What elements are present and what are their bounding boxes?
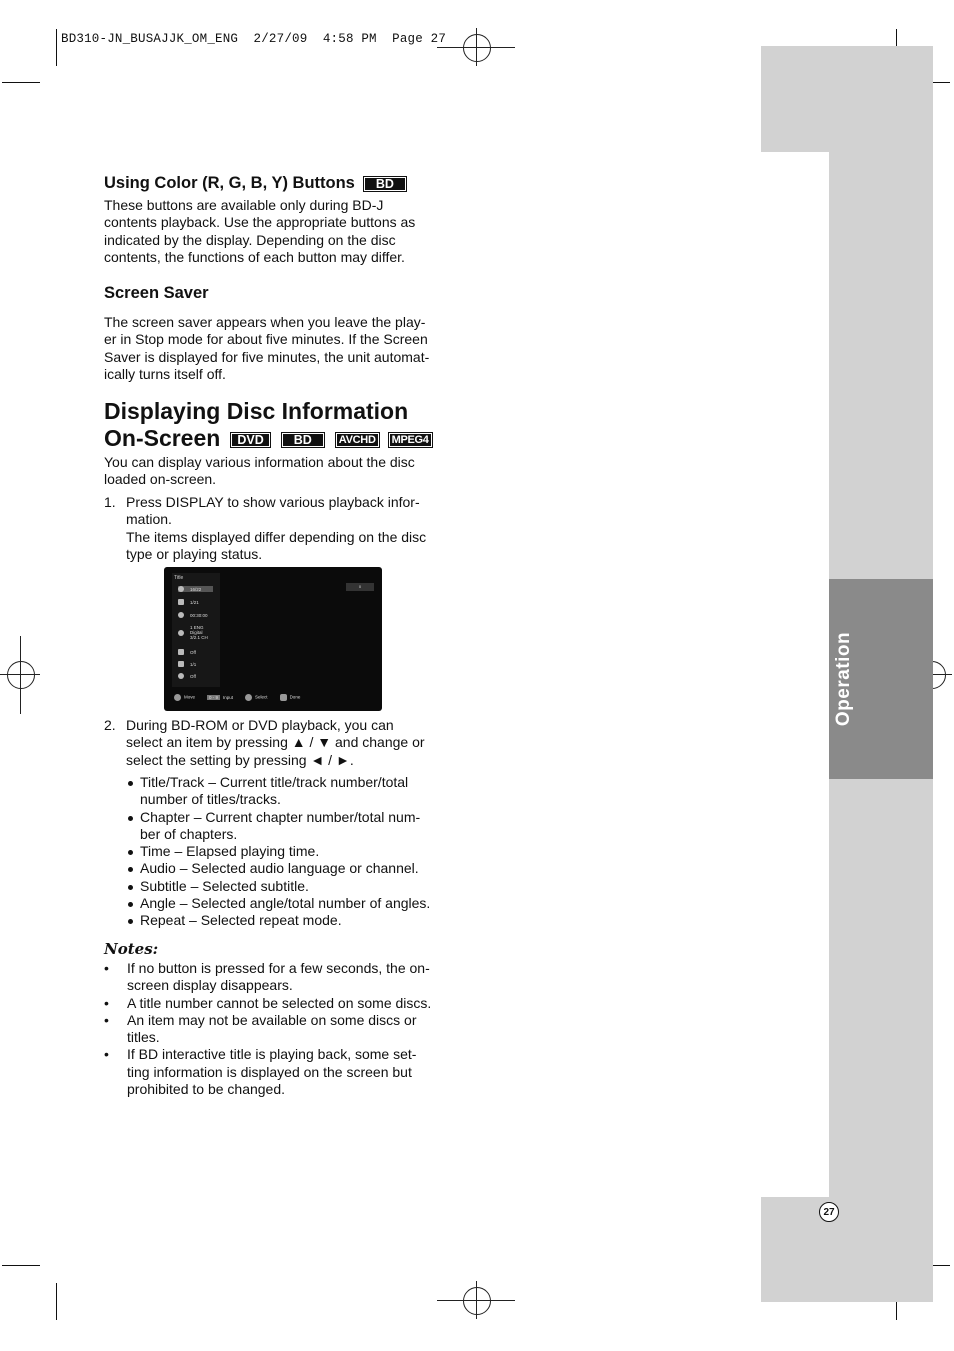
list-item: • If no button is pressed for a few seconds, the on- screen display disappears.: [104, 960, 449, 995]
audio-icon: [178, 630, 184, 636]
margin-band-top: [761, 46, 933, 152]
disc-info-intro: You can display various information about the disc loaded on-screen.: [104, 454, 415, 488]
list-item: • An item may not be available on some discs or titles.: [104, 1012, 449, 1047]
color-buttons-heading: Using Color (R, G, B, Y) Buttons BD: [104, 174, 407, 193]
crop-mark: [56, 1283, 57, 1320]
disc-icon: [178, 586, 184, 592]
osd-row-angle: 1/1: [178, 661, 196, 667]
list-item: Subtitle – Selected subtitle.: [126, 878, 456, 895]
avchd-badge: AVCHD: [335, 432, 380, 448]
repeat-icon: [178, 673, 184, 679]
screen-saver-body: The screen saver appears when you leave the play- er in Stop mode for about five minutes. If the Screen Saver is displayed for five minutes, the unit automat- ically turns itself off.: [104, 314, 430, 382]
on-screen-display-image: Title 0 16/22 1/21 00:30:00 1 ENG Digital 3/2.1 CH Off 1/1 Off Move 0 - 9 Input Select Done: [164, 567, 382, 711]
list-item: Chapter – Current chapter number/total num- ber of chapters.: [126, 809, 456, 844]
move-icon: [174, 694, 181, 701]
step-1-text: Press DISPLAY to show various playback infor- mation. The items displayed differ depending on the disc type or playing status.: [126, 494, 427, 562]
step-2-text: During BD-ROM or DVD playback, you can select an item by pressing ▲ / ▼ and change or select the setting by pressing ◄ / ►.: [126, 717, 425, 768]
step-1-number: 1.: [104, 494, 116, 510]
display-items-list: [126, 774, 456, 930]
margin-band-bottom: [761, 1197, 933, 1302]
bd-badge: BD: [363, 176, 407, 192]
crop-mark: [2, 82, 40, 83]
section-tab-label: Operation: [833, 631, 855, 727]
osd-row-repeat: Off: [178, 673, 196, 679]
subtitle-icon: [178, 649, 184, 655]
list-item: • A title number cannot be selected on some discs.: [104, 995, 449, 1012]
list-item: Title/Track – Current title/track number/total number of titles/tracks.: [126, 774, 456, 809]
osd-row-audio: 1 ENG Digital 3/2.1 CH: [178, 625, 208, 640]
print-header: BD310-JN_BUSAJJK_OM_ENG 2/27/09 4:58 PM Page 27: [61, 32, 447, 46]
osd-row-subtitle: Off: [178, 649, 196, 655]
osd-footer: Move 0 - 9 Input Select Done: [174, 694, 300, 701]
list-item: Audio – Selected audio language or channel.: [126, 860, 456, 877]
page-number: 27: [819, 1202, 839, 1222]
disc-info-heading: Displaying Disc Information On-Screen DVD BD AVCHD MPEG4: [104, 398, 433, 452]
list-item: • If BD interactive title is playing back, some set- ting information is displayed on the screen but prohibited to be changed.: [104, 1046, 449, 1098]
list-item: Time – Elapsed playing time.: [126, 843, 456, 860]
osd-row-title: 16/22: [178, 586, 213, 592]
notes-heading: Notes:: [104, 940, 159, 958]
clock-icon: [178, 612, 184, 618]
chapter-icon: [178, 599, 184, 605]
crop-mark: [2, 1265, 40, 1266]
done-icon: [280, 694, 287, 701]
notes-list: [104, 960, 449, 1098]
osd-row-time: 00:30:00: [178, 612, 208, 618]
list-item: Angle – Selected angle/total number of angles.: [126, 895, 456, 912]
list-item: Repeat – Selected repeat mode.: [126, 912, 456, 929]
crop-mark: [56, 29, 57, 66]
bd-badge: BD: [281, 432, 325, 448]
camera-icon: [178, 661, 184, 667]
select-icon: [245, 694, 252, 701]
screen-saver-heading: Screen Saver: [104, 284, 209, 302]
mpeg4-badge: MPEG4: [388, 432, 433, 448]
osd-row-chapter: 1/21: [178, 599, 199, 605]
dvd-badge: DVD: [230, 432, 270, 448]
color-buttons-body: These buttons are available only during BD-J contents playback. Use the appropriate buttons as indicated by the display. Depending on the disc contents, the functions of each button may differ.: [104, 197, 416, 265]
step-2-number: 2.: [104, 717, 116, 733]
